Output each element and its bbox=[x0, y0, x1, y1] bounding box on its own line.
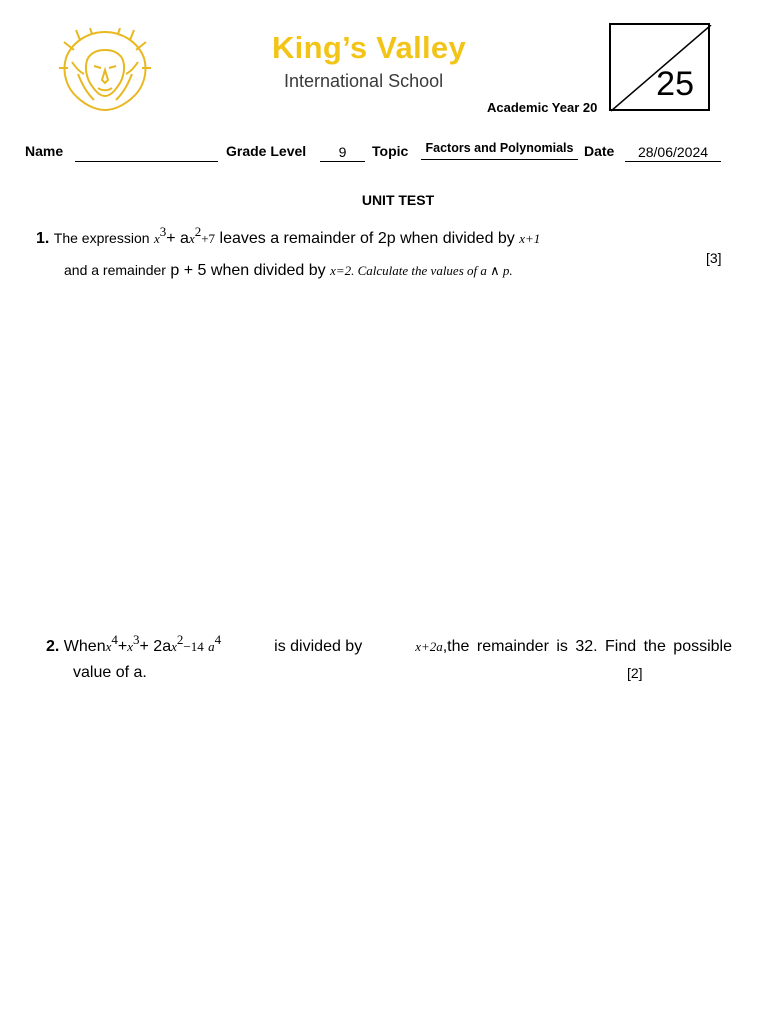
question-2-marks: [2] bbox=[627, 665, 643, 681]
q1-divisor: x+1 bbox=[519, 231, 541, 246]
school-logo bbox=[58, 28, 152, 112]
page-title: UNIT TEST bbox=[361, 192, 435, 208]
question-1-line-2 bbox=[64, 262, 513, 280]
question-1-line-1 bbox=[36, 224, 541, 248]
q2-x1: x bbox=[105, 639, 112, 654]
question-1-marks: [3] bbox=[706, 250, 722, 266]
grade-level-label: Grade Level bbox=[226, 143, 307, 159]
question-2-line-2: value of a. bbox=[73, 664, 147, 681]
date-label: Date bbox=[584, 143, 615, 159]
lion-head-icon bbox=[58, 28, 152, 112]
score-value: 25 bbox=[656, 65, 694, 103]
school-subtitle: International School bbox=[284, 71, 444, 91]
q2-exp2: 3 bbox=[133, 632, 140, 647]
topic-field[interactable]: Factors and Polynomials bbox=[421, 141, 578, 160]
q2-part-b bbox=[415, 638, 732, 656]
q2-part-a bbox=[46, 632, 222, 656]
q2-plus: + bbox=[117, 638, 128, 655]
q1-exp2: 2 bbox=[194, 224, 202, 239]
q1-intro: The expression bbox=[53, 230, 150, 246]
q2-a: a bbox=[208, 639, 215, 654]
q1-exp1: 3 bbox=[159, 224, 167, 239]
name-label: Name bbox=[25, 143, 64, 159]
q1-mid: leaves a remainder of 2p when divided by bbox=[219, 230, 515, 247]
q2-divisor: x+2a bbox=[415, 639, 443, 654]
question-2-line-1 bbox=[46, 632, 732, 656]
q1-l2-math: x=2. Calculate the values of a ∧ p. bbox=[330, 263, 513, 278]
name-field[interactable] bbox=[75, 144, 218, 162]
question-1-number: 1. bbox=[36, 230, 50, 247]
q1-l2-mid: p + 5 when divided by bbox=[170, 262, 326, 279]
q2-x2: x bbox=[127, 639, 133, 654]
q1-x1: x bbox=[153, 231, 160, 246]
q2-exp1: 4 bbox=[111, 632, 118, 647]
score-box bbox=[609, 23, 710, 111]
q2-when: When bbox=[63, 638, 106, 655]
q2-x3: x bbox=[171, 639, 177, 654]
school-name: King’s Valley bbox=[272, 30, 467, 65]
date-field[interactable]: 28/06/2024 bbox=[625, 144, 721, 162]
q2-divided: is divided by bbox=[274, 638, 363, 655]
topic-label: Topic bbox=[372, 143, 409, 159]
q1-l2-intro: and a remainder bbox=[64, 262, 166, 278]
q2-exp3: 2 bbox=[176, 632, 184, 647]
q1-x2: x bbox=[188, 231, 195, 246]
q1-plus7: +7 bbox=[201, 231, 216, 246]
q2-plus2a: + 2a bbox=[139, 638, 172, 655]
q2-minus: −14 bbox=[183, 639, 204, 654]
academic-year: Academic Year 20 bbox=[487, 100, 598, 115]
grade-level-field[interactable]: 9 bbox=[320, 144, 365, 162]
q1-plus-a: + a bbox=[166, 230, 189, 247]
q2-rest: ,the remainder is 32. Find the possible bbox=[442, 638, 732, 655]
q2-exp4: 4 bbox=[214, 632, 222, 647]
question-2-number: 2. bbox=[46, 638, 60, 655]
